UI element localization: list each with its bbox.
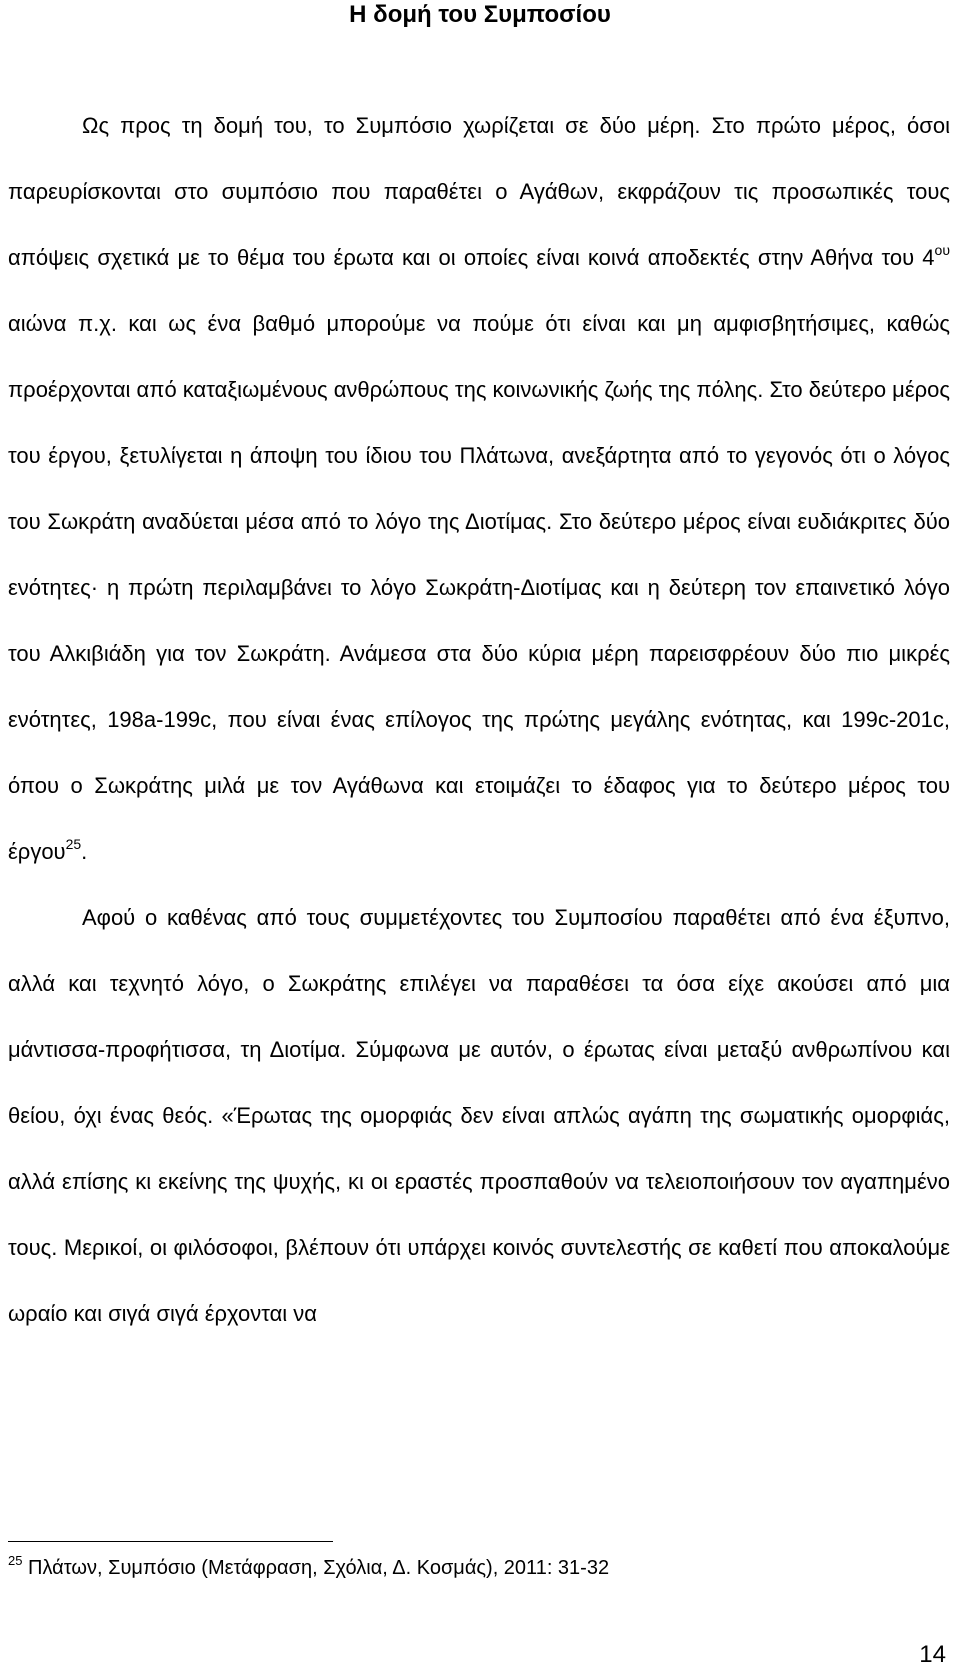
paragraph-1-text-c: .	[81, 839, 88, 864]
body-text	[8, 93, 950, 1347]
page-title: Η δομή του Συμποσίου	[349, 1, 611, 28]
paragraph-1-text-b: αιώνα π.χ. και ως ένα βαθμό μπορούμε να πούμε ότι είναι και μη αμφισβητήσιμες, καθώς προέρχονται από καταξιωμένους ανθρώπους της κοινωνικής ζωής της πόλης. Στο δεύτερο μέρος του έργου, ξετυλίγεται η άποψη του ίδιου του Πλάτωνα, ανεξάρτητα από το γεγονός ότι ο λόγος του Σωκράτη αναδύεται μέσα από το λόγο της Διοτίμας. Στο δεύτερο μέρος είναι ευδιάκριτες δύο ενότητες· η πρώτη περιλαμβάνει το λόγο Σωκράτη-Διοτίμας και η δεύτερη τον επαινετικό λόγο του Αλκιβιάδη για τον Σωκράτη. Ανάμεσα στα δύο κύρια μέρη παρεισφρέουν δύο πιο μικρές ενότητες, 198a-199c, που είναι ένας επίλογος της πρώτης μεγάλης ενότητας, και 199c-201c, όπου ο Σωκράτης μιλά με τον Αγάθωνα και ετοιμάζει το έδαφος για το δεύτερο μέρος του έργου	[8, 311, 951, 864]
page-number: 14	[919, 1641, 946, 1668]
paragraph-1-text-a: Ως προς τη δομή του, το Συμπόσιο χωρίζεται σε δύο μέρη. Στο πρώτο μέρος, όσοι παρευρίσκονται στο συμπόσιο που παραθέτει ο Αγάθων, εκφράζουν τις προσωπικές τους απόψεις σχετικά με το θέμα του έρωτα και οι οποίες είναι κοινά αποδεκτές στην Αθήνα του 4	[8, 113, 950, 270]
footnote-number: 25	[8, 1553, 23, 1568]
footnote-reference: 25	[65, 836, 82, 852]
footnote	[8, 1553, 948, 1583]
paragraph-1	[8, 93, 950, 885]
century-superscript: ου	[934, 242, 950, 258]
footnote-text: Πλάτων, Συμπόσιο (Μετάφραση, Σχόλια, Δ. Κοσμάς), 2011: 31-32	[22, 1557, 610, 1579]
paragraph-2: Αφού ο καθένας από τους συμμετέχοντες του Συμποσίου παραθέτει από ένα έξυπνο, αλλά και τεχνητό λόγο, ο Σωκράτης επιλέγει να παραθέσει τα όσα είχε ακούσει από μια μάντισσα-προφήτισσα, τη Διοτίμα. Σύμφωνα με αυτόν, ο έρωτας είναι μεταξύ ανθρωπίνου και θείου, όχι ένας θεός. «Έρωτας της ομορφιάς δεν είναι απλώς αγάπη της σωματικής ομορφιάς, αλλά επίσης κι εκείνης της ψυχής, κι οι εραστές προσπαθούν να τελειοποιήσουν τον αγαπημένο τους. Μερικοί, οι φιλόσοφοι, βλέπουν ότι υπάρχει κοινός συντελεστής σε καθετί που αποκαλούμε ωραίο και σιγά σιγά έρχονται να	[8, 905, 950, 1326]
footnote-separator	[8, 1541, 333, 1542]
